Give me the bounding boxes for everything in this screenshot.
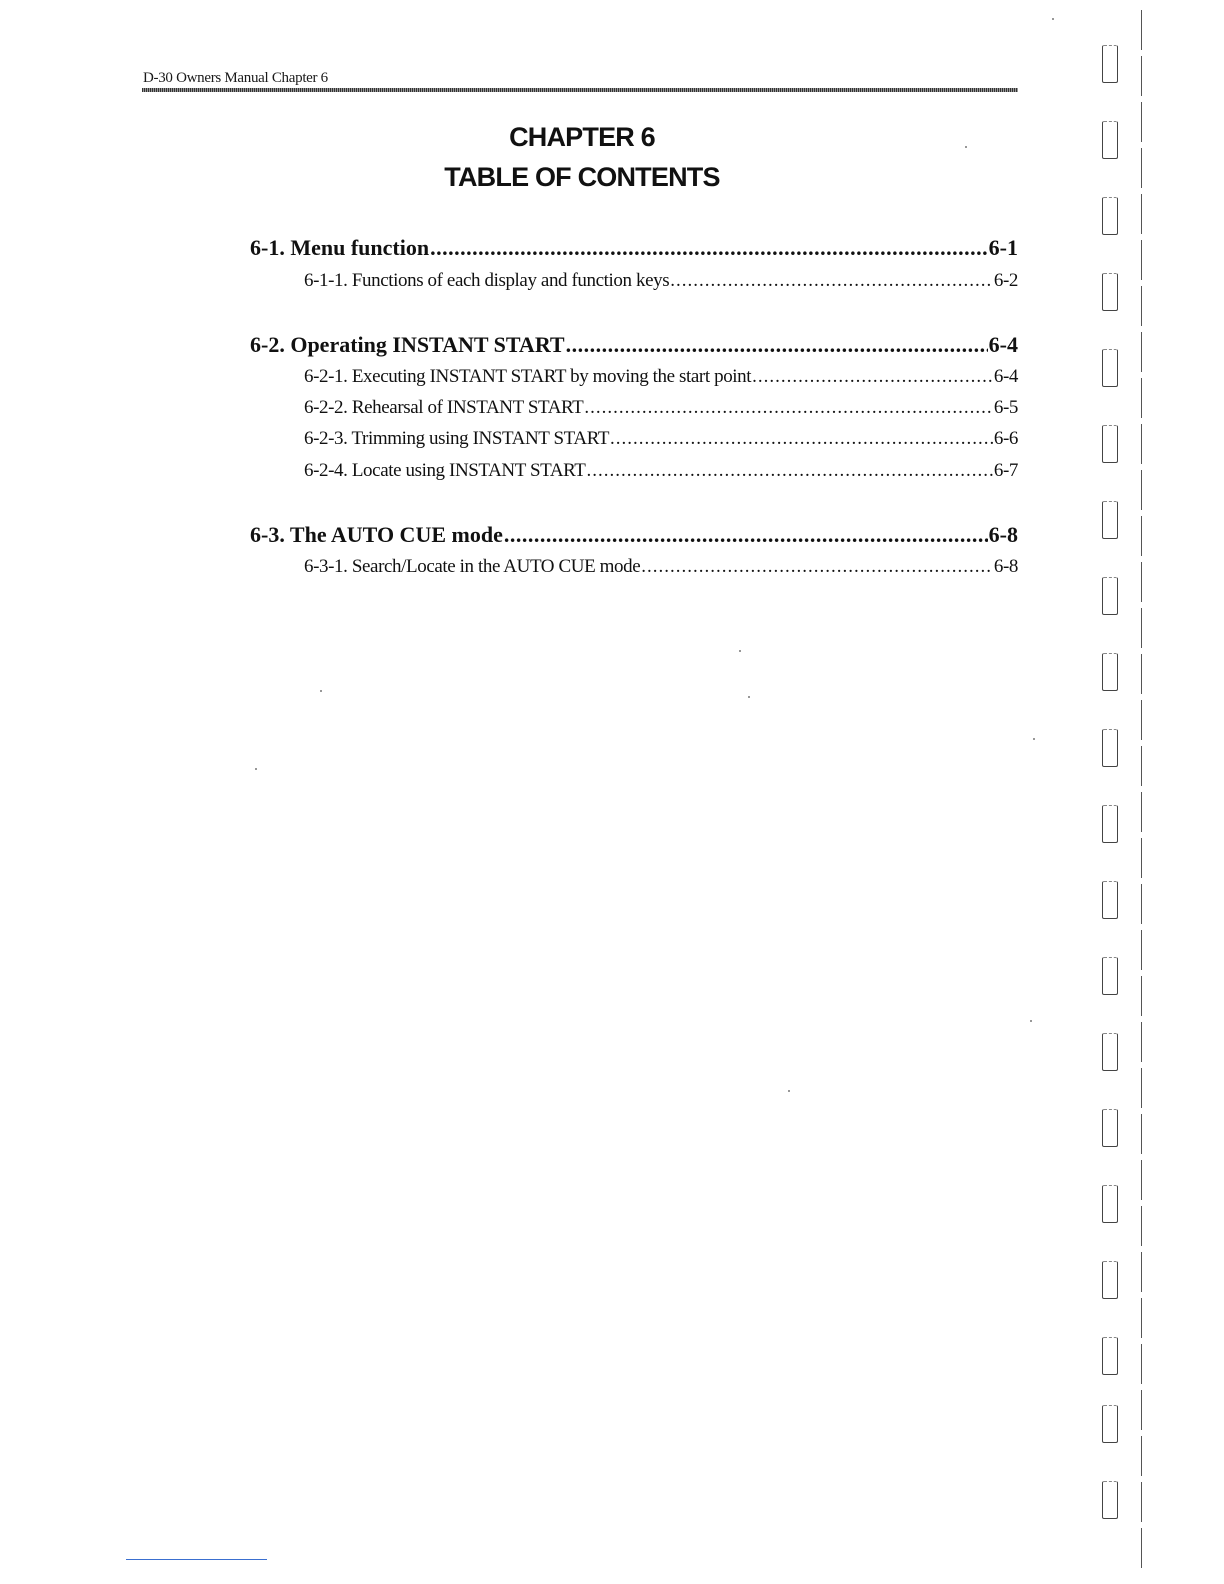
toc-section-label: 6-3. The AUTO CUE mode [250,522,503,547]
binder-hole [1102,881,1118,919]
dot-leader [566,332,988,358]
toc-subsection-label: 6-2-1. Executing INSTANT START by moving the start point [304,366,752,387]
scan-speck [739,650,741,652]
binder-hole [1102,1405,1118,1443]
dot-leader [584,397,993,419]
toc-subsection-label: 6-3-1. Search/Locate in the AUTO CUE mode [304,556,641,577]
binder-hole [1102,349,1118,387]
binder-hole [1102,1033,1118,1071]
toc-page-number: 6-5 [993,397,1018,418]
toc-subsection-label: 6-2-4. Locate using INSTANT START [304,460,586,481]
dot-leader [752,366,993,388]
toc-subsection-6-1-1[interactable] [304,270,1018,292]
toc-section-6-2[interactable] [250,332,1018,358]
toc-subsection-label: 6-1-1. Functions of each display and function keys [304,270,670,291]
toc-section-6-3[interactable] [250,522,1018,548]
scan-speck [255,768,257,770]
binder-hole [1102,197,1118,235]
binder-hole [1102,121,1118,159]
running-header: D-30 Owners Manual Chapter 6 [143,70,328,86]
toc-section-label: 6-2. Operating INSTANT START [250,332,565,357]
toc-page-number: 6-4 [988,332,1018,357]
toc-page-number: 6-4 [993,366,1018,387]
dot-leader [430,235,988,261]
binder-hole [1102,653,1118,691]
scan-speck [965,146,967,148]
binder-hole [1102,805,1118,843]
dot-leader [610,428,993,450]
chapter-title: CHAPTER 6 [509,122,655,152]
scan-speck [1033,738,1035,740]
binder-hole [1102,273,1118,311]
dot-leader [586,460,992,482]
toc-page-number: 6-7 [993,460,1018,481]
binder-hole [1102,45,1118,83]
scan-speck [748,696,750,698]
binder-hole [1102,501,1118,539]
scan-speck [320,690,322,692]
toc-page-number: 6-1 [988,235,1018,260]
dot-leader [641,556,993,578]
binder-hole [1102,1109,1118,1147]
scan-speck [1052,18,1054,20]
toc-page-number: 6-8 [988,522,1018,547]
toc-section-label: 6-1. Menu function [250,235,430,260]
toc-page-number: 6-6 [993,428,1018,449]
toc-section-6-1[interactable] [250,235,1018,261]
bottom-underline [126,1559,267,1560]
dot-leader [504,522,988,548]
binder-hole [1102,1261,1118,1299]
scan-speck [788,1090,790,1092]
scan-speck [1030,1020,1032,1022]
toc-page-number: 6-2 [993,270,1018,291]
binder-hole [1102,577,1118,615]
header-rule [142,88,1018,92]
binder-hole-strip [1102,45,1124,1535]
binder-hole [1102,425,1118,463]
toc-subsection-6-2-4[interactable] [304,460,1018,482]
binder-hole [1102,1337,1118,1375]
toc-subsection-6-2-2[interactable] [304,397,1018,419]
binder-hole [1102,1481,1118,1519]
dot-leader [670,270,993,292]
toc-subsection-label: 6-2-3. Trimming using INSTANT START [304,428,610,449]
toc-subsection-6-2-3[interactable] [304,428,1018,450]
binder-hole [1102,957,1118,995]
binder-hole [1102,1185,1118,1223]
page-edge-line [1141,10,1142,1570]
toc-subsection-6-3-1[interactable] [304,556,1018,578]
toc-page-number: 6-8 [993,556,1018,577]
toc-title: TABLE OF CONTENTS [444,162,720,192]
binder-hole [1102,729,1118,767]
toc-subsection-6-2-1[interactable] [304,366,1018,388]
toc-subsection-label: 6-2-2. Rehearsal of INSTANT START [304,397,584,418]
